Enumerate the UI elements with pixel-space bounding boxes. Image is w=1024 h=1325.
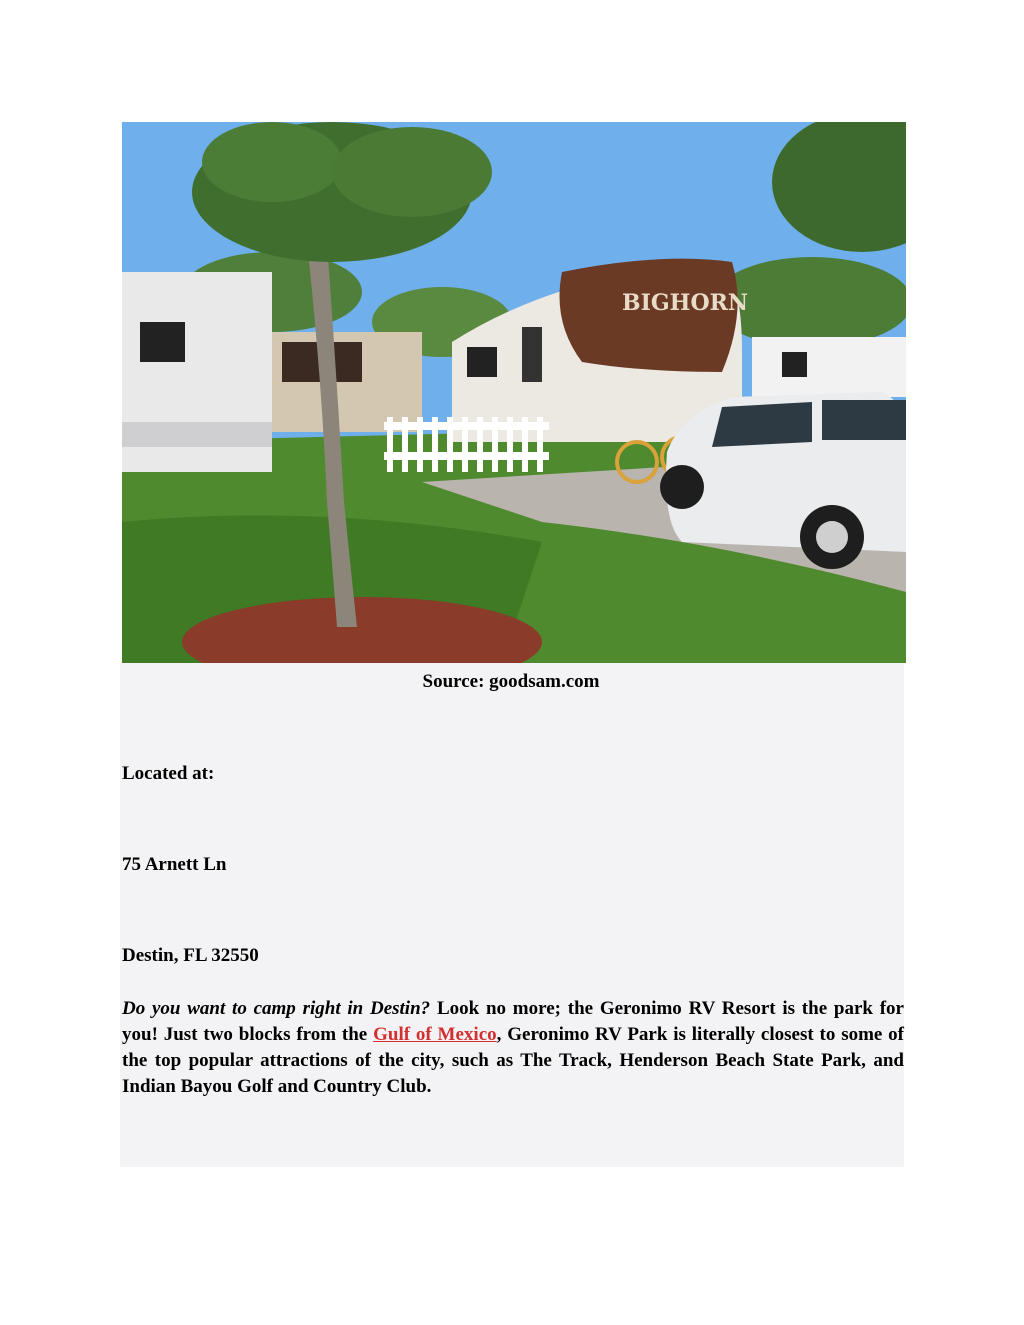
- address-street: 75 Arnett Ln: [122, 854, 231, 875]
- located-label-line: [122, 761, 218, 787]
- photo-caption: [122, 669, 904, 695]
- address-city: Destin, FL 32550: [122, 945, 263, 966]
- address-street-line: [122, 852, 231, 878]
- description-paragraph: [122, 996, 904, 1100]
- intro-question: Do you want to camp right in Destin?: [122, 998, 431, 1019]
- address-city-line: [122, 943, 263, 969]
- located-label: Located at:: [122, 763, 218, 784]
- rv-campsite-photo: [122, 122, 906, 663]
- text-after-link: , Geronimo RV Park is literally closest to some of the top popular attractions of the city, such as The Track, Henderson Beach State Park, and Indian Bayou Golf and Country Club.: [122, 1024, 905, 1097]
- gulf-of-mexico-link[interactable]: Gulf of Mexico: [373, 1024, 497, 1045]
- text-before-link: Look no more; the Geronimo RV Resort is the park for you! Just two blocks from the: [122, 998, 904, 1045]
- trailer-brand-text: BIGHORN: [622, 290, 749, 316]
- caption-text: Source: goodsam.com: [423, 671, 604, 692]
